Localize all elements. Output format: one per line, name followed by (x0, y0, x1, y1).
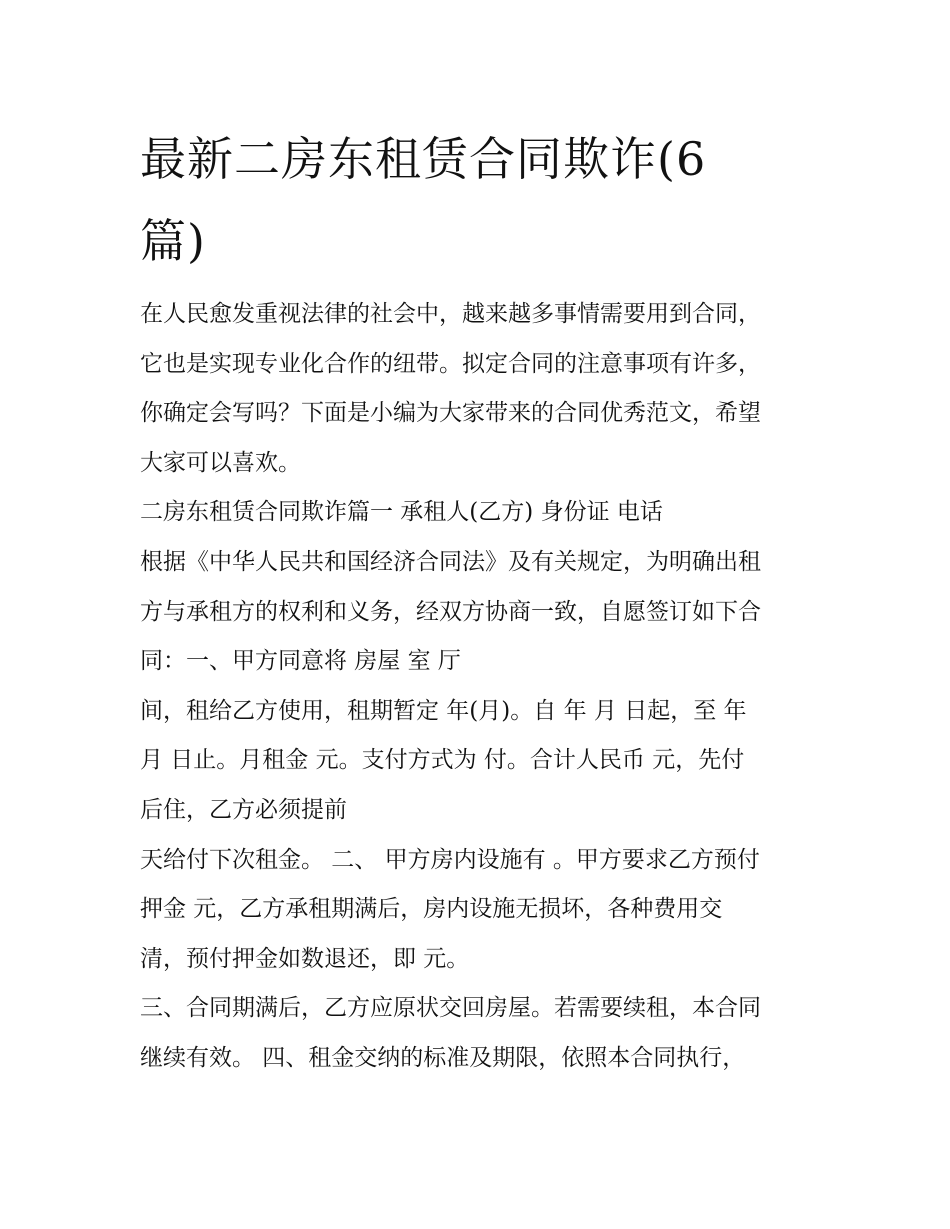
title-line: 篇) (140, 214, 206, 268)
title-line: 最新二房东租赁合同欺诈(6 (140, 132, 707, 186)
paragraph-line: 继续有效。 四、租金交纳的标准及期限，依照本合同执行， (140, 1044, 746, 1071)
paragraph-line: 在人民愈发重视法律的社会中，越来越多事情需要用到合同， (140, 301, 761, 327)
paragraph-line: 押金 元，乙方承租期满后，房内设施无损坏，各种费用交 (140, 896, 723, 923)
paragraph-line: 它也是实现专业化合作的纽带。拟定合同的注意事项有许多， (140, 350, 761, 377)
paragraph-line: 清，预付押金如数退还，即 元。 (140, 945, 470, 972)
paragraph-line: 间，租给乙方使用，租期暂定 年(月)。自 年 月 日起，至 年 (140, 697, 747, 724)
paragraph-line: 后住，乙方必须提前 (140, 796, 347, 823)
document-title (140, 118, 820, 282)
paragraph-line: 根据《中华人民共和国经济合同法》及有关规定，为明确出租 (140, 548, 761, 575)
paragraph-line: 方与承租方的权利和义务，经双方协商一致，自愿签订如下合 (140, 598, 761, 625)
paragraph-line: 大家可以喜欢。 (140, 449, 301, 476)
paragraph-line: 二房东租赁合同欺诈篇一 承租人(乙方) 身份证 电话 (140, 499, 663, 526)
paragraph-line: 月 日止。月租金 元。支付方式为 付。合计人民币 元，先付 (140, 747, 745, 774)
document-body (140, 290, 820, 1084)
paragraph-line: 你确定会写吗？下面是小编为大家带来的合同优秀范文，希望 (140, 400, 761, 427)
paragraph-line: 天给付下次租金。 二、 甲方房内设施有 。甲方要求乙方预付 (140, 846, 760, 873)
paragraph-line: 三、合同期满后，乙方应原状交回房屋。若需要续租，本合同 (140, 995, 761, 1022)
paragraph-line: 同：一、甲方同意将 房屋 室 厅 (140, 648, 461, 675)
document-page (140, 118, 820, 1084)
